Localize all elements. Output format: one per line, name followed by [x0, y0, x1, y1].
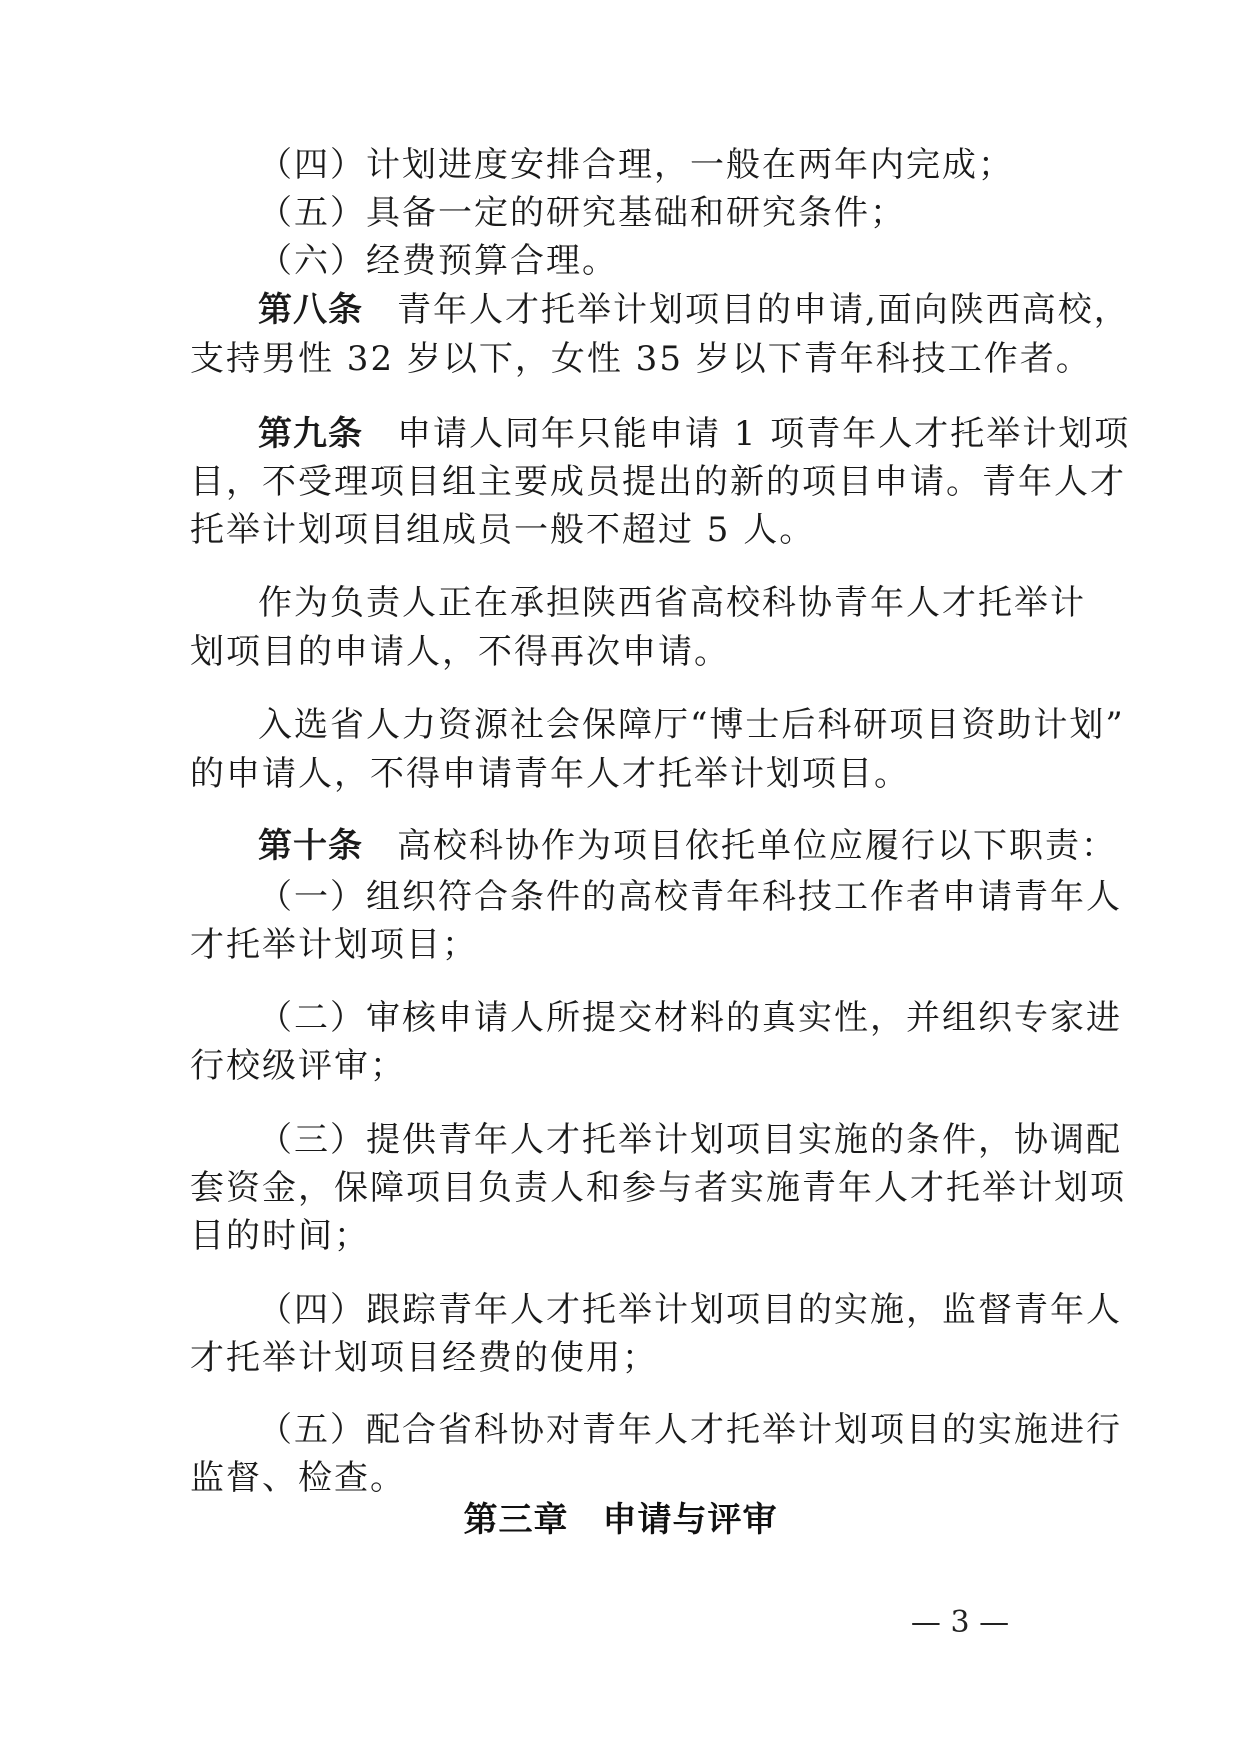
text-line: 划项目的申请人，不得再次申请。 [190, 632, 730, 672]
text-line: （四）跟踪青年人才托举计划项目的实施，监督青年人 [258, 1290, 1122, 1330]
text-line: 目，不受理项目组主要成员提出的新的项目申请。青年人才 [190, 462, 1126, 502]
article-10-heading: 第十条 [258, 826, 363, 866]
text-line: 目的时间； [190, 1216, 370, 1256]
article-8-heading: 第八条 [258, 290, 363, 330]
text-line: 支持男性 32 岁以下，女性 35 岁以下青年科技工作者。 [190, 339, 1092, 379]
article-9-line: 第九条 申请人同年只能申请 1 项青年人才托举计划项 [258, 414, 1131, 454]
text-line: 入选省人力资源社会保障厅“博士后科研项目资助计划” [258, 705, 1125, 745]
text-line: （三）提供青年人才托举计划项目实施的条件，协调配 [258, 1120, 1122, 1160]
text-line: 的申请人，不得申请青年人才托举计划项目。 [190, 754, 910, 794]
text-line: （四）计划进度安排合理，一般在两年内完成； [258, 145, 1014, 185]
article-10-line: 第十条 高校科协作为项目依托单位应履行以下职责： [258, 826, 1117, 866]
text-line: 托举计划项目组成员一般不超过 5 人。 [190, 510, 816, 550]
text-line: 才托举计划项目； [190, 925, 478, 965]
text-line: （六）经费预算合理。 [258, 241, 618, 281]
text-line: （一）组织符合条件的高校青年科技工作者申请青年人 [258, 877, 1122, 917]
text-line: 才托举计划项目经费的使用； [190, 1338, 658, 1378]
text-line: 作为负责人正在承担陕西省高校科协青年人才托举计 [258, 583, 1086, 623]
text-line: （五）具备一定的研究基础和研究条件； [258, 193, 906, 233]
text-line: （五）配合省科协对青年人才托举计划项目的实施进行 [258, 1410, 1122, 1450]
text-line: 行校级评审； [190, 1046, 406, 1086]
article-8-line: 第八条 青年人才托举计划项目的申请,面向陕西高校， [258, 290, 1130, 330]
chapter-heading: 第三章 申请与评审 [463, 1500, 778, 1540]
text-line: 套资金，保障项目负责人和参与者实施青年人才托举计划项 [190, 1168, 1126, 1208]
page-number: — 3 — [910, 1605, 1010, 1640]
text-line: 监督、检查。 [190, 1458, 406, 1498]
article-9-heading: 第九条 [258, 414, 363, 454]
text-line: （二）审核申请人所提交材料的真实性，并组织专家进 [258, 998, 1122, 1038]
